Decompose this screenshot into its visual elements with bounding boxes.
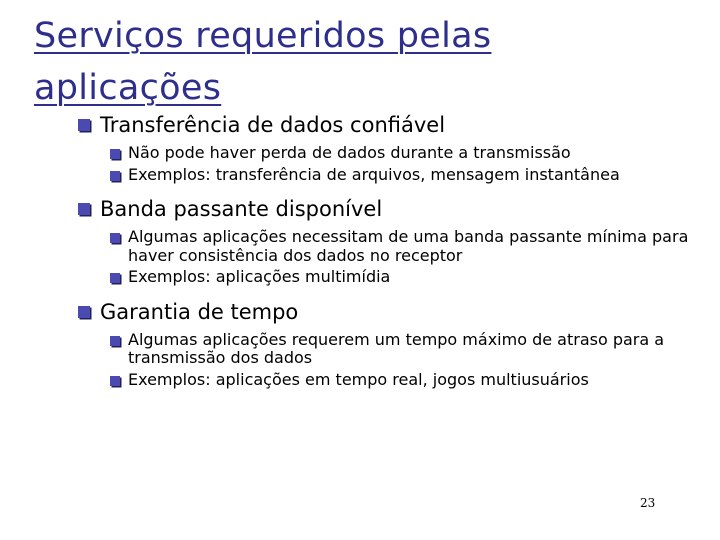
- square-bullet-icon: [110, 233, 120, 243]
- square-bullet-icon: [78, 203, 90, 215]
- square-bullet-icon: [110, 273, 120, 283]
- square-bullet-icon: [78, 306, 90, 318]
- sub-bullet-text: Algumas aplicações requerem um tempo máximo de atraso para a transmissão dos dados: [128, 329, 665, 367]
- bullet-text: Garantia de tempo: [100, 299, 299, 324]
- sub-bullet: [55, 371, 705, 390]
- sub-bullet-text: Algumas aplicações necessitam de uma banda passante mínima para haver consistência dos dados no receptor: [128, 227, 689, 265]
- slide-title: Serviços requeridos pelas aplicações: [34, 16, 492, 108]
- sub-bullet-text: Não pode haver perda de dados durante a transmissão: [128, 143, 571, 162]
- sub-bullet-text: Exemplos: transferência de arquivos, mensagem instantânea: [128, 164, 620, 184]
- sub-bullet: [55, 144, 705, 163]
- bullet-group-bandwidth: [55, 196, 705, 287]
- sub-bullet-text: Exemplos: aplicações multimídia: [128, 267, 391, 286]
- sub-bullet: [55, 228, 705, 265]
- bullet-group-reliable-transfer: [55, 112, 705, 184]
- bullet-text: Transferência de dados confiável: [100, 113, 446, 137]
- slide-content: [55, 112, 705, 401]
- square-bullet-icon: [78, 119, 90, 131]
- sub-bullet-text: Exemplos: aplicações em tempo real, jogos multiusuários: [128, 369, 589, 389]
- bullet-timing: [55, 299, 705, 325]
- bullet-group-timing: [55, 299, 705, 390]
- sub-bullet: [55, 166, 705, 185]
- page-number: 23: [640, 496, 656, 510]
- bullet-text: Banda passante disponível: [100, 197, 383, 221]
- sub-bullet: [55, 268, 705, 287]
- bullet-reliable-transfer: [55, 112, 705, 138]
- square-bullet-icon: [110, 376, 120, 386]
- bullet-bandwidth: [55, 196, 705, 222]
- square-bullet-icon: [110, 336, 120, 346]
- sub-bullet: [55, 331, 705, 368]
- square-bullet-icon: [110, 149, 120, 159]
- square-bullet-icon: [110, 171, 120, 181]
